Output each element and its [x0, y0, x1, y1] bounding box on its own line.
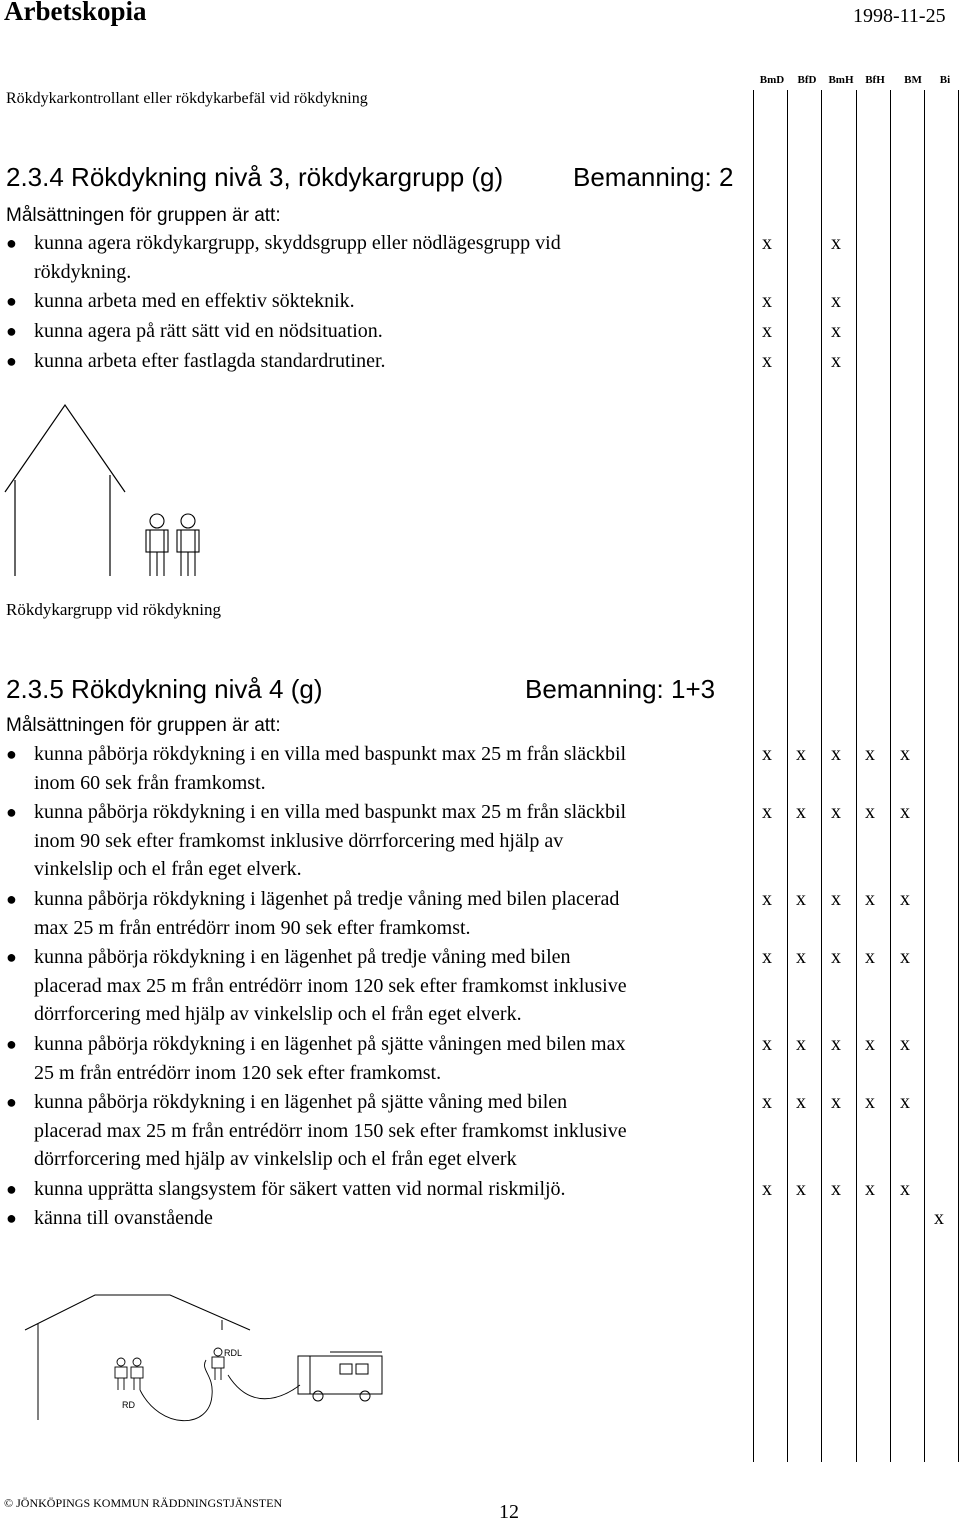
check-mark: x [831, 1178, 841, 1200]
check-mark: x [900, 1178, 910, 1200]
check-mark: x [900, 801, 910, 823]
list-item-line: kunna arbeta efter fastlagda standardrutiner. [34, 350, 386, 372]
list-item-line: 25 m från entrédörr inom 120 sek efter framkomst. [34, 1061, 442, 1084]
check-mark: x [762, 801, 772, 823]
smoke-diver-icon [131, 1358, 143, 1390]
list-item-line: känna till ovanstående [34, 1207, 213, 1229]
list-item-line: inom 90 sek efter framkomst inklusive dörrforcering med hjälp av [34, 829, 564, 852]
smoke-diver-icon [212, 1348, 224, 1380]
column-divider [924, 90, 925, 1462]
check-mark: x [796, 801, 806, 823]
check-mark: x [762, 1178, 772, 1200]
check-mark: x [831, 801, 841, 823]
list-item-line: dörrforcering med hjälp av vinkelslip och el från eget elverk. [34, 1003, 522, 1025]
bullet: ● [6, 291, 17, 311]
list-item-line: kunna påbörja rökdykning i en villa med baspunkt max 25 m från släckbil [34, 801, 627, 823]
bullet: ● [6, 1092, 17, 1112]
section-intro-2-3-4: Målsättningen för gruppen är att: [6, 205, 281, 226]
check-mark: x [796, 743, 806, 765]
list-item-line: kunna agera på rätt sätt vid en nödsituation. [34, 320, 383, 342]
section-title-2-3-5: 2.3.5 Rökdykning nivå 4 (g) [6, 674, 323, 704]
column-divider [890, 90, 891, 1462]
bullet: ● [6, 351, 17, 371]
list-item-line: kunna påbörja rökdykning i en lägenhet på sjätte våningen med bilen max [34, 1033, 626, 1055]
column-divider [753, 90, 754, 1462]
rdl-label: RDL [224, 1348, 243, 1358]
list-item-line: placerad max 25 m från entrédörr inom 120 sek efter framkomst inklusive [34, 974, 627, 997]
column-divider [787, 90, 788, 1462]
check-mark: x [865, 1091, 875, 1113]
check-mark: x [831, 290, 841, 312]
check-mark: x [831, 743, 841, 765]
check-mark: x [900, 1033, 910, 1055]
column-divider [958, 90, 959, 1462]
rd-label: RD [122, 1400, 135, 1410]
section-staffing-2-3-5: Bemanning: 1+3 [525, 674, 716, 704]
list-item-line: max 25 m från entrédörr inom 90 sek efter framkomst. [34, 916, 471, 939]
bullet: ● [6, 1179, 17, 1199]
section-title-2-3-4: 2.3.4 Rökdykning nivå 3, rökdykargrupp (g) [6, 162, 504, 192]
figure-caption: Rökdykargrupp vid rökdykning [6, 600, 222, 619]
check-mark: x [796, 1091, 806, 1113]
check-mark: x [831, 1033, 841, 1055]
list-item-line: kunna påbörja rökdykning i en villa med baspunkt max 25 m från släckbil [34, 743, 627, 765]
check-mark: x [865, 888, 875, 910]
check-mark: x [831, 1091, 841, 1113]
footer-organization: © JÖNKÖPINGS KOMMUN RÄDDNINGSTJÄNSTEN [4, 1496, 283, 1510]
check-mark: x [865, 743, 875, 765]
column-header-bfd: BfD [797, 74, 817, 86]
check-mark: x [796, 946, 806, 968]
check-mark: x [762, 1091, 772, 1113]
check-mark: x [900, 888, 910, 910]
check-mark: x [831, 320, 841, 342]
list-item-line: dörrforcering med hjälp av vinkelslip och el från eget elverk [34, 1148, 517, 1170]
check-mark: x [900, 946, 910, 968]
document-date: 1998-11-25 [853, 5, 946, 27]
hose-line [140, 1360, 212, 1421]
fire-truck-smoke-diving-figure [0, 1290, 400, 1430]
list-item-line: rökdykning. [34, 261, 132, 283]
check-mark: x [762, 290, 772, 312]
list-item-line: kunna arbeta med en effektiv sökteknik. [34, 290, 355, 312]
smoke-diver-icon [177, 514, 199, 576]
column-header-bi: Bi [939, 74, 951, 86]
column-header-bm: BM [904, 74, 922, 86]
check-mark: x [762, 350, 772, 372]
hose-line [228, 1375, 300, 1399]
house-with-smoke-divers-figure [0, 400, 220, 585]
smoke-diver-icon [115, 1358, 127, 1390]
column-divider [821, 90, 822, 1462]
check-mark: x [762, 232, 772, 254]
check-mark: x [865, 946, 875, 968]
bullet: ● [6, 802, 17, 822]
check-mark: x [831, 888, 841, 910]
check-mark: x [934, 1207, 944, 1229]
smoke-diver-icon [146, 514, 168, 576]
check-mark: x [865, 1033, 875, 1055]
check-mark: x [831, 946, 841, 968]
bullet: ● [6, 889, 17, 909]
check-mark: x [762, 946, 772, 968]
bullet: ● [6, 1208, 17, 1228]
list-item-line: kunna påbörja rökdykning i en lägenhet på tredje våning med bilen [34, 946, 571, 968]
bullet: ● [6, 947, 17, 967]
column-header-bmd: BmD [759, 74, 785, 86]
check-mark: x [762, 888, 772, 910]
list-item-line: placerad max 25 m från entrédörr inom 150 sek efter framkomst inklusive [34, 1119, 627, 1142]
bullet: ● [6, 1034, 17, 1054]
column-header-bmh: BmH [828, 74, 854, 86]
check-mark: x [865, 1178, 875, 1200]
section-intro-2-3-5: Målsättningen för gruppen är att: [6, 715, 281, 736]
check-mark: x [796, 1033, 806, 1055]
check-mark: x [900, 743, 910, 765]
check-mark: x [900, 1091, 910, 1113]
check-mark: x [865, 801, 875, 823]
fire-truck-icon [298, 1352, 382, 1401]
check-mark: x [796, 888, 806, 910]
document-subtitle: Rökdykarkontrollant eller rökdykarbefäl vid rökdykning [6, 90, 368, 107]
check-mark: x [796, 1178, 806, 1200]
column-header-bfh: BfH [865, 74, 885, 86]
list-item-line: kunna agera rökdykargrupp, skyddsgrupp eller nödlägesgrupp vid [34, 232, 561, 254]
section-staffing-2-3-4: Bemanning: 2 [573, 162, 734, 192]
check-mark: x [762, 743, 772, 765]
bullet: ● [6, 321, 17, 341]
list-item-line: kunna upprätta slangsystem för säkert vatten vid normal riskmiljö. [34, 1178, 566, 1200]
page-number: 12 [499, 1501, 519, 1523]
check-mark: x [831, 350, 841, 372]
list-item-line: inom 60 sek från framkomst. [34, 771, 266, 794]
list-item-line: vinkelslip och el från eget elverk. [34, 858, 302, 880]
list-item-line: kunna påbörja rökdykning i lägenhet på tredje våning med bilen placerad [34, 888, 620, 910]
check-mark: x [762, 320, 772, 342]
bullet: ● [6, 744, 17, 764]
check-mark: x [831, 232, 841, 254]
bullet: ● [6, 233, 17, 253]
column-divider [856, 90, 857, 1462]
list-item-line: kunna påbörja rökdykning i en lägenhet på sjätte våning med bilen [34, 1091, 568, 1113]
document-title: Arbetskopia [4, 0, 147, 26]
check-mark: x [762, 1033, 772, 1055]
